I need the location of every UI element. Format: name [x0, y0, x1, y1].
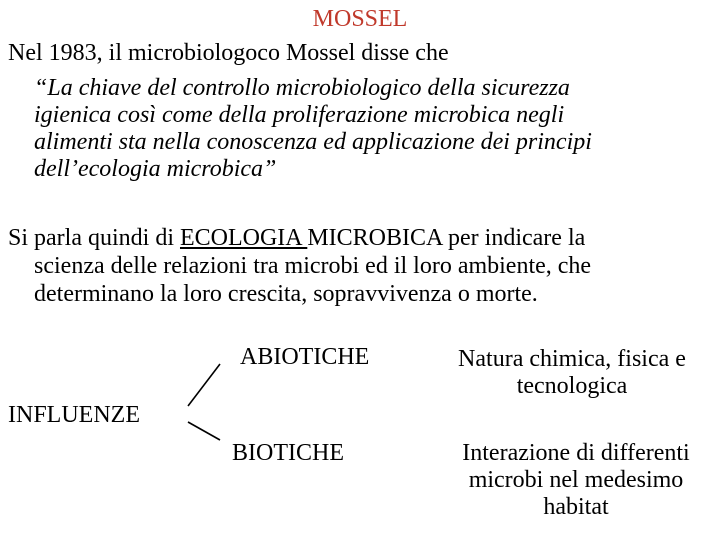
- branch-line-abiotic: [188, 364, 220, 406]
- abiotic-description: [432, 346, 712, 400]
- description-line: microbi nel medesimo: [468, 467, 684, 493]
- paragraph-text: Si parla quindi di: [8, 225, 180, 251]
- biotic-description: [436, 440, 716, 521]
- quote-line: “La chiave del controllo microbiologico della sicurezza: [34, 75, 570, 101]
- paragraph-line: determinano la loro crescita, sopravvivenza o morte.: [34, 281, 538, 307]
- underlined-term: ECOLOGIA: [179, 225, 308, 251]
- branch-line-biotic: [188, 422, 220, 440]
- biotic-label: BIOTICHE: [232, 440, 344, 466]
- quote-line: dell’ecologia microbica”: [34, 156, 277, 182]
- quote-line: alimenti sta nella conoscenza ed applicazione dei principi: [34, 129, 592, 155]
- quote-line: igienica così come della proliferazione microbica negli: [34, 102, 565, 128]
- description-line: tecnologica: [516, 373, 628, 399]
- description-line: Natura chimica, fisica e: [458, 346, 686, 372]
- paragraph-text: MICROBICA per indicare la: [307, 225, 586, 251]
- influences-label: INFLUENZE: [8, 402, 140, 428]
- intro-sentence: Nel 1983, il microbiologoco Mossel disse che: [8, 40, 449, 66]
- slide-title: MOSSEL: [312, 6, 408, 32]
- description-line: habitat: [543, 494, 609, 520]
- description-line: Interazione di differenti: [462, 440, 690, 466]
- abiotic-label: ABIOTICHE: [240, 344, 370, 370]
- paragraph-line: scienza delle relazioni tra microbi ed il loro ambiente, che: [34, 253, 592, 279]
